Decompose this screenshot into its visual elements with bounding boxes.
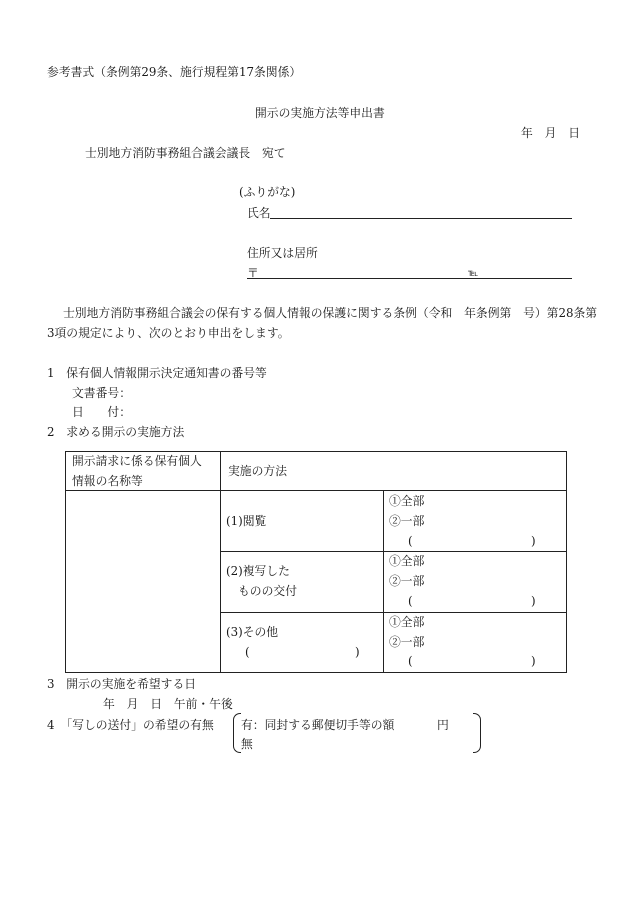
header-method: 実施の方法 xyxy=(228,464,287,478)
disclosure-method-table xyxy=(65,451,567,673)
address-underline xyxy=(247,278,572,279)
intro-line-2: 3項の規定により、次のとおり申出をします。 xyxy=(47,326,290,340)
paren-close: ) xyxy=(531,594,536,608)
option-partial: ②一部 xyxy=(389,514,425,528)
furigana-label: (ふりがな) xyxy=(239,185,296,199)
paren-open: ( xyxy=(408,534,413,548)
addressee: 士別地方消防事務組合議会議長 宛て xyxy=(85,146,286,160)
document-title: 開示の実施方法等申出書 xyxy=(255,106,385,120)
paren-close: ) xyxy=(531,534,536,548)
submission-date: 年 月 日 xyxy=(521,126,580,140)
document-number-label: 文書番号： xyxy=(72,386,131,400)
option-no: 無 xyxy=(241,737,253,751)
tel-mark: ℡ xyxy=(468,268,479,279)
section-1-heading: 1 保有個人情報開示決定通知書の番号等 xyxy=(47,366,267,380)
left-bracket xyxy=(233,713,241,753)
reference-note: 参考書式（条例第29条、施行規程第17条関係） xyxy=(47,65,302,79)
table-grid-line xyxy=(383,490,384,672)
name-label: 氏名 xyxy=(247,206,271,220)
right-bracket xyxy=(473,713,481,753)
method-other: (3)その他 xyxy=(226,625,279,639)
yen-unit: 円 xyxy=(437,718,449,732)
method-paren-close: ) xyxy=(355,645,360,659)
paren-open: ( xyxy=(408,594,413,608)
option-all: ①全部 xyxy=(389,554,425,568)
paren-open: ( xyxy=(408,654,413,668)
section-3-heading: 3 開示の実施を希望する日 xyxy=(47,677,197,691)
method-copy-line-2: ものの交付 xyxy=(238,584,297,598)
table-grid-line xyxy=(220,452,221,672)
intro-line-1: 士別地方消防事務組合議会の保有する個人情報の保護に関する条例（令和 年条例第 号）第28条第 xyxy=(63,306,598,320)
name-underline xyxy=(270,218,572,219)
notice-date-label: 日 付： xyxy=(72,405,131,419)
option-yes-postage: 有：同封する郵便切手等の額 xyxy=(241,718,395,732)
table-grid-line xyxy=(220,551,566,552)
header-name-line-1: 開示請求に係る保有個人 xyxy=(72,454,202,468)
option-partial: ②一部 xyxy=(389,574,425,588)
desired-date-line: 年 月 日 午前・午後 xyxy=(103,697,233,711)
section-4-heading: 4 「写しの送付」の希望の有無 xyxy=(47,718,214,732)
table-grid-line xyxy=(66,490,566,491)
option-all: ①全部 xyxy=(389,615,425,629)
method-copy-line-1: (2)複写した xyxy=(226,564,290,578)
header-name-line-2: 情報の名称等 xyxy=(72,474,143,488)
address-label: 住所又は居所 xyxy=(247,246,318,260)
postal-mark: 〒 xyxy=(247,266,259,280)
paren-close: ) xyxy=(531,654,536,668)
method-paren-open: ( xyxy=(245,645,250,659)
option-all: ①全部 xyxy=(389,494,425,508)
section-2-heading: 2 求める開示の実施方法 xyxy=(47,425,185,439)
option-partial: ②一部 xyxy=(389,635,425,649)
table-grid-line xyxy=(220,612,566,613)
method-view: (1)閲覧 xyxy=(226,514,267,528)
